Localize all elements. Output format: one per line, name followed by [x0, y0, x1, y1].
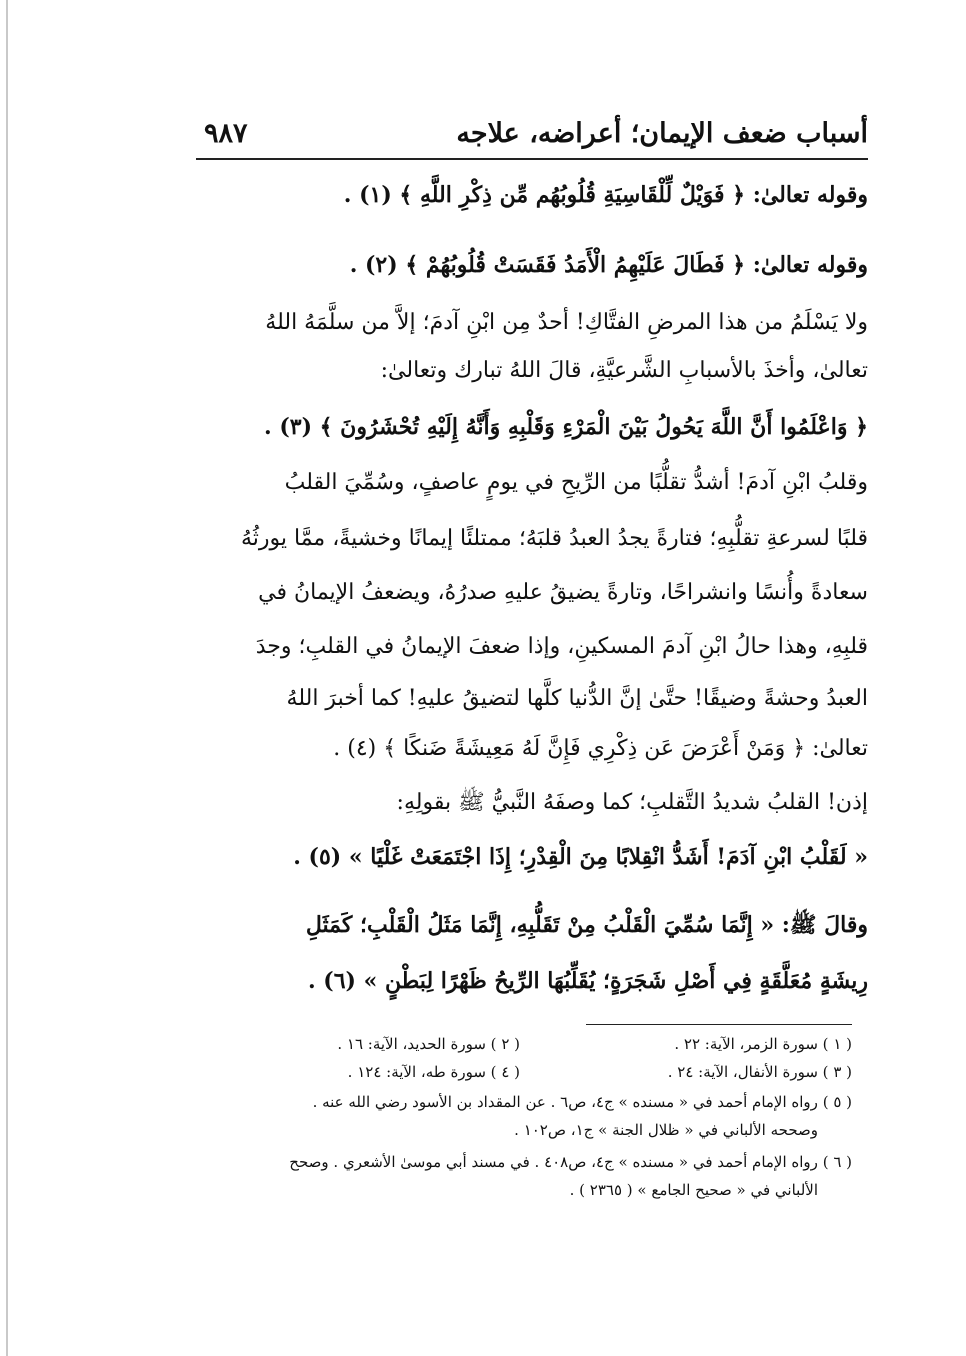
text-line: « لَقَلْبُ ابْنِ آدَمَ! أَشَدُّ انْقِلابًا مِنَ الْقِدْرِ؛ إِذَا اجْتَمَعَتْ غَلْيًا » (٥) . [293, 844, 868, 870]
text-line: ﴿ وَاعْلَمُوا أَنَّ اللَّهَ يَحُولُ بَيْنَ الْمَرْءِ وَقَلْبِهِ وَأَنَّهُ إِلَيْهِ تُحْشَرُونَ ﴾ (٣) . [264, 414, 868, 440]
footnote-4: ( ٤ ) سورة طه، الآية: ١٢٤ . [347, 1063, 520, 1081]
text-line: قلبِهِ، وهذا حالُ ابْنِ آدمَ المسكينِ، وإذا ضعفَ الإيمانُ في القلبِ؛ وجدَ [255, 634, 868, 659]
footnote-rule [586, 1024, 852, 1025]
text-line: سعادةً وأُنسًا وانشراحًا، وتارةً يضيقُ عليهِ صدرُهُ، ويضعفُ الإيمانُ في [258, 580, 868, 605]
footnote-1: ( ١ ) سورة الزمر، الآية: ٢٢ . [674, 1035, 852, 1053]
page-header [196, 118, 868, 158]
text-line: العبدُ وحشةً وضيقًا! حتَّىٰ إنَّ الدُّنيا كلَّها لتضيقُ عليهِ! كما أخبرَ اللهُ [286, 686, 868, 711]
footnote-row [188, 1062, 852, 1082]
footnote-3: ( ٣ ) سورة الأنفال، الآية: ٢٤ . [667, 1063, 852, 1081]
text-line: رِيشَةٍ مُعَلَّقَةٍ فِي أَصْلِ شَجَرَةٍ؛ يُقَلِّبُهَا الرِّيحُ ظَهْرًا لِبَطْنٍ » (٦) . [307, 968, 868, 994]
footnote-5-line-2: وصححه الألباني في « ظلال الجنة » ج١، ص١٠٢ . [514, 1121, 818, 1139]
text-line: قلبًا لسرعةِ تقلُّبِهِ؛ فتارةً يجدُ العبدُ قلبَهُ؛ ممتلئًا إيمانًا وخشيةً، ممَّا يورثُهُ [240, 526, 868, 551]
text-line: وقوله تعالىٰ: ﴿ فَوَيْلٌ لِّلْقَاسِيَةِ قُلُوبُهُم مِّن ذِكْرِ اللَّهِ ﴾ (١) . [343, 182, 868, 208]
footnote-5-line-1: ( ٥ ) رواه الإمام أحمد في « مسنده » ج٤، ص٦ . عن المقداد بن الأسود رضي الله عنه . [312, 1093, 852, 1111]
text-line: ولا يَسْلَمُ من هذا المرضِ الفتَّاكِ! أحدٌ مِن ابْنِ آدمَ؛ إلاَّ من سلَّمَهُ اللهُ [265, 310, 868, 335]
running-title: أسباب ضعف الإيمان؛ أعراضه، علاجه [456, 118, 868, 149]
text-line: وقلبُ ابْنِ آدمَ! أشدُّ تقلُّبًا من الرِّيحِ في يومٍ عاصفٍ، وسُمِّيَ القلبُ [284, 470, 868, 495]
text-line: تعالىٰ، وأخذَ بالأسبابِ الشَّرعيَّةِ، قالَ اللهُ تبارك وتعالىٰ: [380, 358, 868, 383]
text-line: تعالىٰ: ﴿ وَمَنْ أَعْرَضَ عَن ذِكْرِي فَإِنَّ لَهُ مَعِيشَةً ضَنكًا ﴾ (٤) . [333, 736, 868, 761]
page-number: ٩٨٧ [204, 118, 248, 149]
footnotes [188, 1034, 852, 1200]
footnote-row [188, 1034, 852, 1054]
page-edge [6, 0, 8, 1356]
text-line: وقالَ ﷺ: « إِنَّمَا سُمِّيَ الْقَلْبُ مِنْ تَقَلُّبِهِ، إِنَّمَا مَثَلُ الْقَلْبِ؛ كَمَثَلِ [305, 912, 868, 938]
header-rule [196, 158, 868, 160]
footnote-2: ( ٢ ) سورة الحديد، الآية: ١٦ . [337, 1035, 520, 1053]
footnote-5 [188, 1092, 852, 1140]
text-line: وقوله تعالىٰ: ﴿ فَطَالَ عَلَيْهِمُ الْأَمَدُ فَقَسَتْ قُلُوبُهُمْ ﴾ (٢) . [349, 252, 868, 278]
footnote-6-line-1: ( ٦ ) رواه الإمام أحمد في « مسنده » ج٤، ص٤٠٨ . في مسند أبي موسىٰ الأشعري . وصحح [289, 1153, 852, 1171]
text-line: إذن! القلبُ شديدُ التَّقلبِ؛ كما وصفَهُ النَّبيُّ ﷺ بقولِهِ: [396, 790, 868, 815]
footnote-6 [188, 1152, 852, 1200]
footnote-6-line-2: الألباني في « صحيح الجامع » ( ٢٣٦٥ ) . [569, 1181, 818, 1199]
